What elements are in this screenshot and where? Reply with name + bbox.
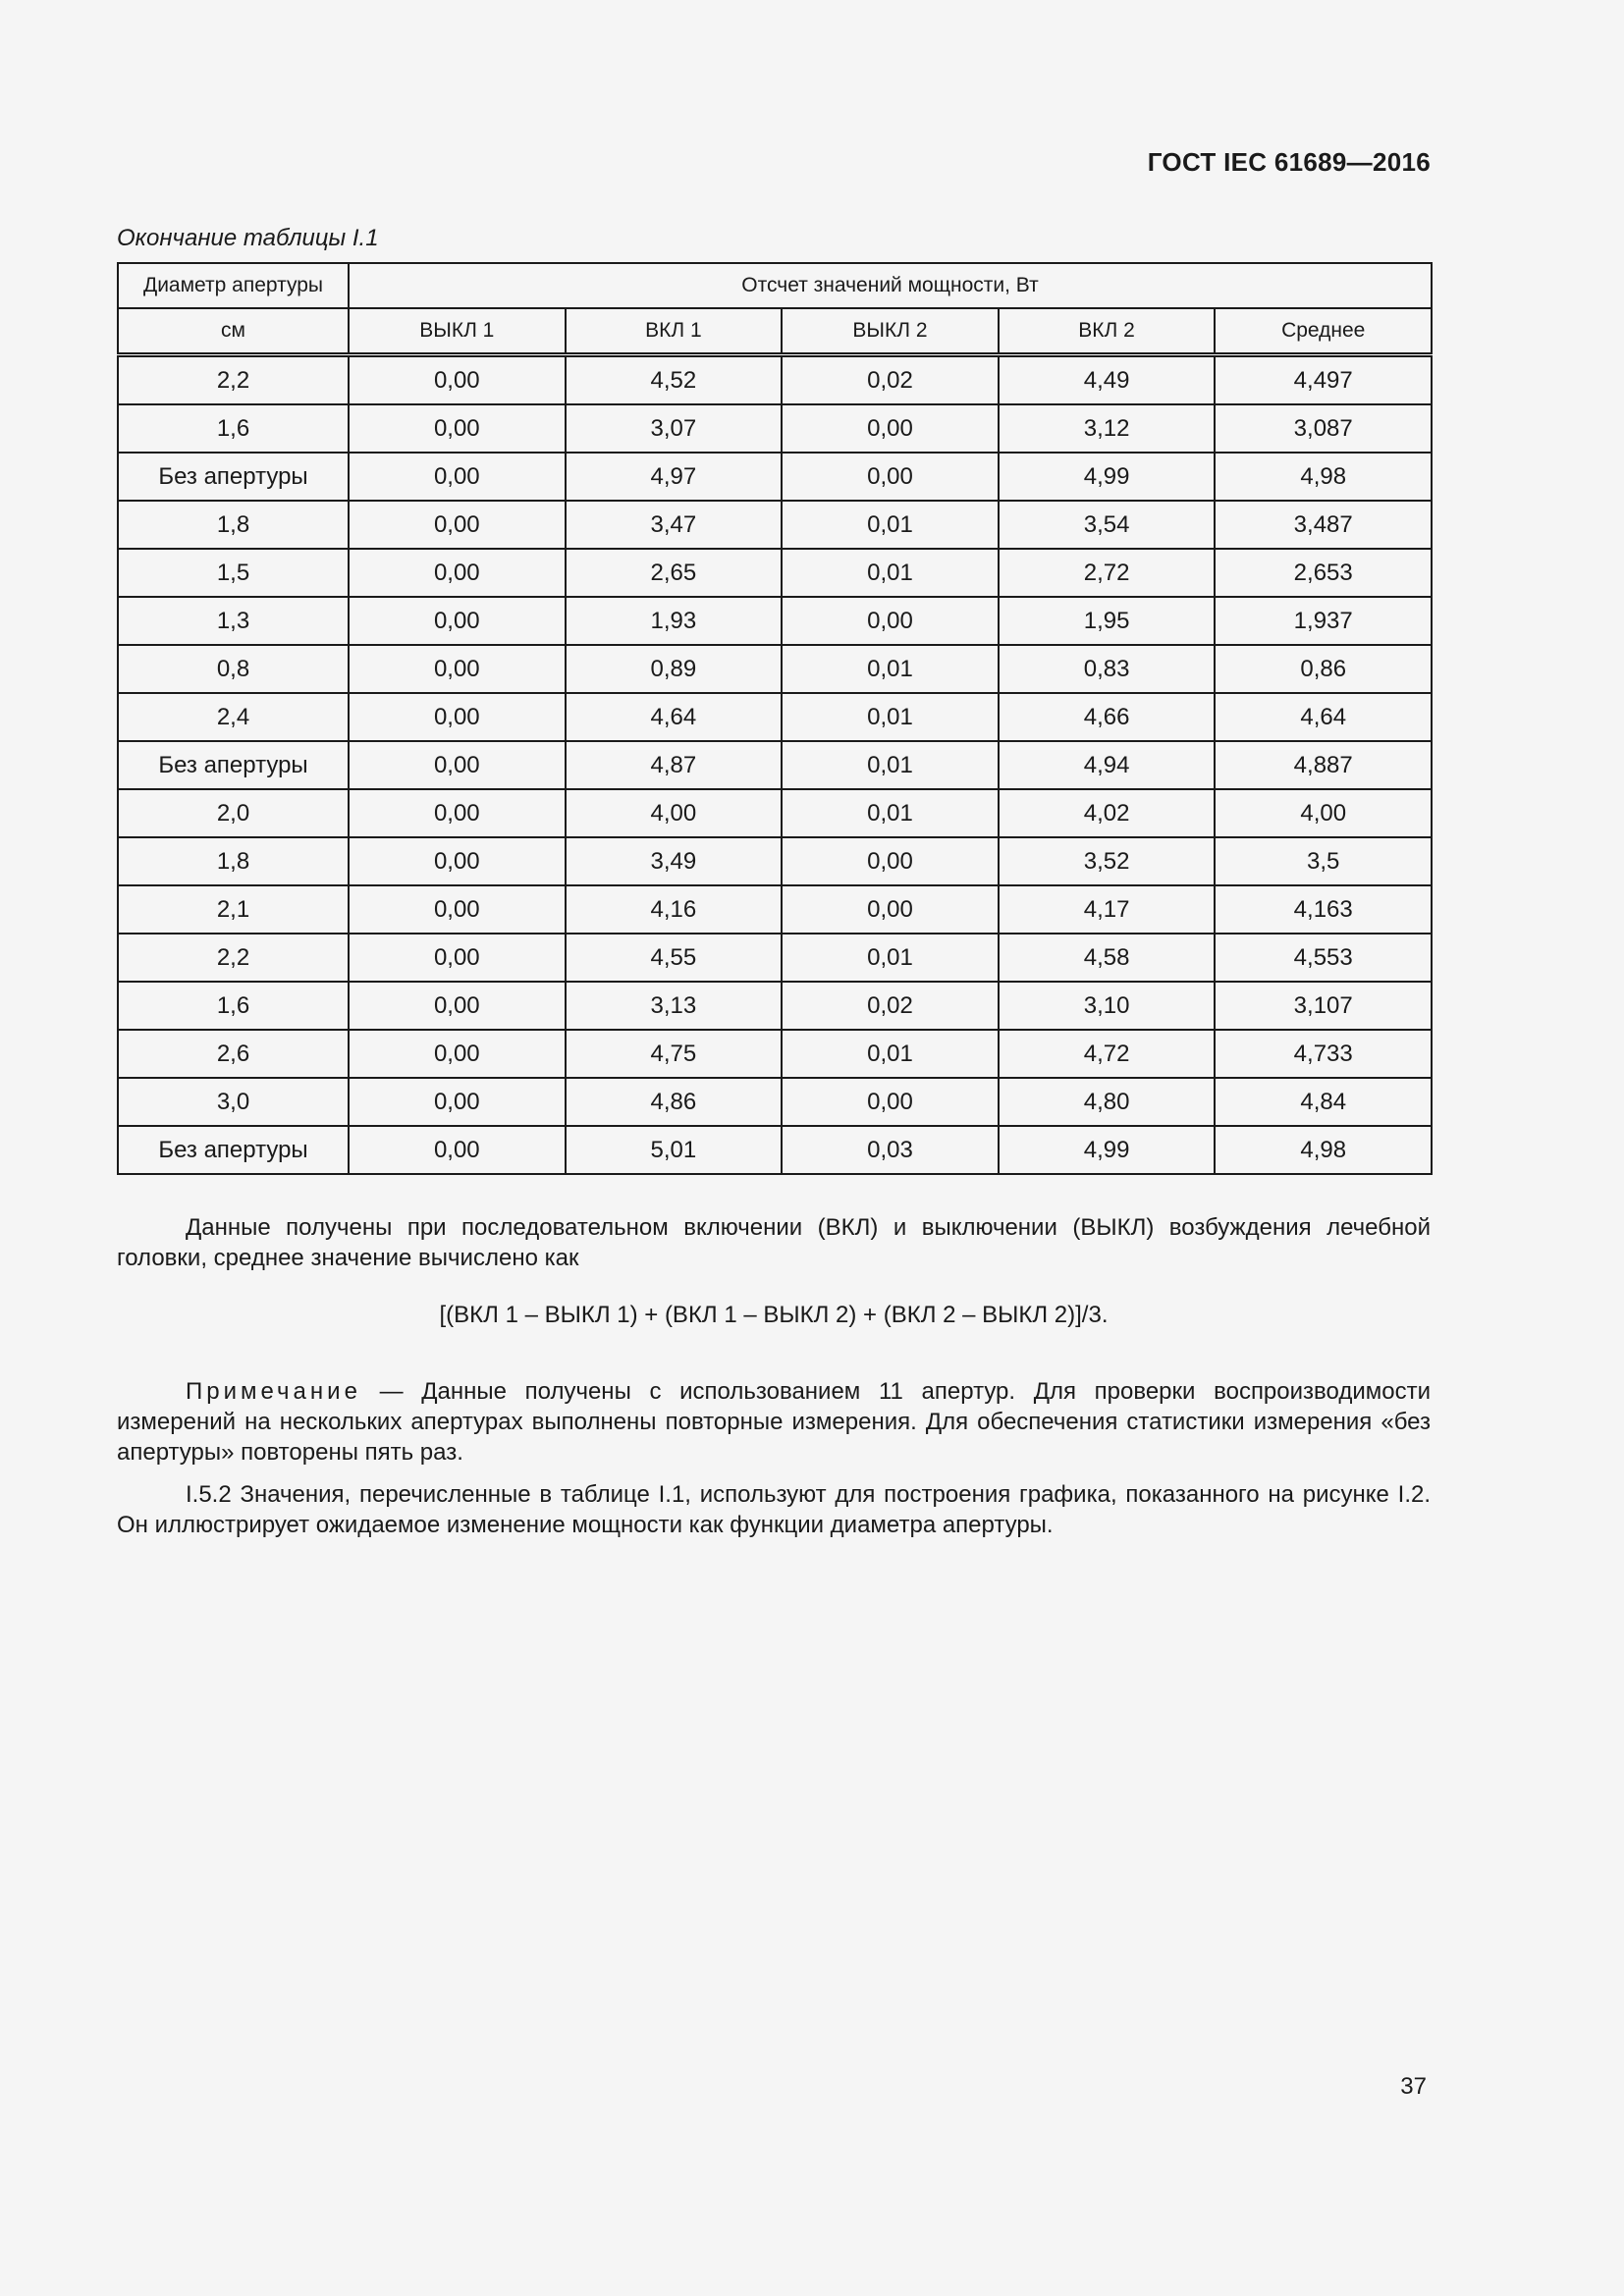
table-row — [118, 355, 1432, 405]
table-cell: 2,2 — [118, 934, 349, 982]
column-header-off1: ВЫКЛ 1 — [349, 308, 566, 355]
table-cell: 1,3 — [118, 597, 349, 645]
table-row — [118, 1030, 1432, 1078]
table-cell: 0,83 — [999, 645, 1216, 693]
table-cell: 0,00 — [349, 645, 566, 693]
table-cell: 0,00 — [349, 355, 566, 405]
table-cell: 4,99 — [999, 453, 1216, 501]
table-row — [118, 982, 1432, 1030]
table-cell: 4,64 — [1215, 693, 1432, 741]
table-header-row — [118, 263, 1432, 308]
table-cell: 1,95 — [999, 597, 1216, 645]
table-cell: 4,733 — [1215, 1030, 1432, 1078]
paragraph-data-description — [117, 1212, 1431, 1273]
table-cell: 4,98 — [1215, 1126, 1432, 1174]
power-readings-table — [117, 262, 1433, 1175]
table-cell: 2,4 — [118, 693, 349, 741]
table-cell: 0,01 — [782, 645, 999, 693]
table-cell: 1,5 — [118, 549, 349, 597]
table-cell: 4,52 — [566, 355, 783, 405]
table-cell: 4,99 — [999, 1126, 1216, 1174]
note-label: Примечание — [186, 1378, 361, 1405]
table-row — [118, 501, 1432, 549]
table-cell: 0,00 — [349, 693, 566, 741]
table-cell: 2,6 — [118, 1030, 349, 1078]
table-cell: 4,49 — [999, 355, 1216, 405]
table-cell: 4,66 — [999, 693, 1216, 741]
table-cell: 4,497 — [1215, 355, 1432, 405]
table-cell: 4,86 — [566, 1078, 783, 1126]
table-cell: 0,00 — [349, 934, 566, 982]
note-paragraph — [117, 1376, 1431, 1468]
table-row — [118, 645, 1432, 693]
table-cell: 0,00 — [349, 982, 566, 1030]
table-cell: 1,6 — [118, 404, 349, 453]
table-row — [118, 597, 1432, 645]
standard-designation: ГОСТ IEC 61689—2016 — [1147, 147, 1431, 177]
table-cell: 1,937 — [1215, 597, 1432, 645]
table-cell: 0,00 — [349, 549, 566, 597]
table-cell: 0,00 — [782, 837, 999, 885]
table-cell: 4,94 — [999, 741, 1216, 789]
table-cell: 0,00 — [349, 1030, 566, 1078]
table-row — [118, 693, 1432, 741]
table-cell: 3,107 — [1215, 982, 1432, 1030]
table-cell: Без апертуры — [118, 453, 349, 501]
table-cell: 3,54 — [999, 501, 1216, 549]
table-cell: 0,00 — [349, 404, 566, 453]
table-cell: 4,553 — [1215, 934, 1432, 982]
paragraph-text: Данные получены при последовательном включении (ВКЛ) и выключении (ВЫКЛ) возбуждения лечебной головки, среднее значение вычислено как — [117, 1214, 1431, 1271]
table-cell: 3,12 — [999, 404, 1216, 453]
table-cell: 0,89 — [566, 645, 783, 693]
table-cell: 0,00 — [349, 837, 566, 885]
table-cell: 0,00 — [349, 597, 566, 645]
table-row — [118, 404, 1432, 453]
table-cell: 4,58 — [999, 934, 1216, 982]
table-cell: 1,93 — [566, 597, 783, 645]
table-cell: 0,00 — [782, 1078, 999, 1126]
table-cell: 0,00 — [782, 597, 999, 645]
table-cell: 0,00 — [349, 789, 566, 837]
table-row — [118, 1126, 1432, 1174]
formula: [(ВКЛ 1 – ВЫКЛ 1) + (ВКЛ 1 – ВЫКЛ 2) + (ВКЛ 2 – ВЫКЛ 2)]/3. — [439, 1302, 1109, 1328]
table-row — [118, 453, 1432, 501]
page-number: 37 — [1400, 2073, 1427, 2100]
table-cell: 4,16 — [566, 885, 783, 934]
table-body — [118, 355, 1432, 1175]
table-cell: 4,97 — [566, 453, 783, 501]
table-cell: 0,00 — [782, 885, 999, 934]
table-cell: 2,653 — [1215, 549, 1432, 597]
table-cell: 2,0 — [118, 789, 349, 837]
table-cell: 0,00 — [349, 1126, 566, 1174]
table-cell: Без апертуры — [118, 1126, 349, 1174]
table-cell: 0,01 — [782, 741, 999, 789]
table-cell: 2,2 — [118, 355, 349, 405]
table-row — [118, 549, 1432, 597]
table-cell: 0,01 — [782, 501, 999, 549]
table-cell: 4,80 — [999, 1078, 1216, 1126]
table-cell: 3,0 — [118, 1078, 349, 1126]
table-cell: 0,8 — [118, 645, 349, 693]
table-cell: 4,163 — [1215, 885, 1432, 934]
table-cell: 0,00 — [349, 741, 566, 789]
column-group-header: Отсчет значений мощности, Вт — [349, 263, 1432, 308]
paragraph-section-i-5-2 — [117, 1479, 1431, 1540]
table-cell: 3,47 — [566, 501, 783, 549]
table-cell: 4,00 — [1215, 789, 1432, 837]
table-cell: 2,1 — [118, 885, 349, 934]
table-caption: Окончание таблицы I.1 — [117, 225, 379, 251]
table-cell: 0,01 — [782, 934, 999, 982]
table-cell: 4,84 — [1215, 1078, 1432, 1126]
table-cell: 4,887 — [1215, 741, 1432, 789]
table-cell: 0,00 — [349, 453, 566, 501]
column-header-off2: ВЫКЛ 2 — [782, 308, 999, 355]
table-cell: 4,75 — [566, 1030, 783, 1078]
paragraph-text: I.5.2 Значения, перечисленные в таблице I.1, используют для построения графика, показанного на рисунке I.2. Он иллюстрирует ожидаемое изменение мощности как функции диаметра апертуры. — [117, 1481, 1431, 1538]
table-cell: 4,87 — [566, 741, 783, 789]
table-cell: 0,00 — [349, 501, 566, 549]
table-cell: 0,01 — [782, 789, 999, 837]
note-text: — Данные получены с использованием 11 апертур. Для проверки воспроизводимости измерений на нескольких апертурах выполнены повторные измерения. Для обеспечения статистики измерения «без апертуры» повторены пять раз. — [117, 1378, 1431, 1466]
table-cell: 4,98 — [1215, 453, 1432, 501]
table-row — [118, 789, 1432, 837]
table-cell: 4,72 — [999, 1030, 1216, 1078]
table-cell: 3,087 — [1215, 404, 1432, 453]
table-row — [118, 885, 1432, 934]
column-header-unit: см — [118, 308, 349, 355]
table-cell: 4,55 — [566, 934, 783, 982]
table-cell: 1,8 — [118, 501, 349, 549]
table-cell: 4,64 — [566, 693, 783, 741]
table-cell: 0,03 — [782, 1126, 999, 1174]
table-cell: 4,17 — [999, 885, 1216, 934]
table-cell: 3,487 — [1215, 501, 1432, 549]
table-cell: 1,6 — [118, 982, 349, 1030]
column-header-on1: ВКЛ 1 — [566, 308, 783, 355]
column-header-average: Среднее — [1215, 308, 1432, 355]
table-cell: 0,01 — [782, 1030, 999, 1078]
table-cell: 3,49 — [566, 837, 783, 885]
table-row — [118, 1078, 1432, 1126]
table-cell: 2,65 — [566, 549, 783, 597]
column-header-on2: ВКЛ 2 — [999, 308, 1216, 355]
column-header-aperture: Диаметр апертуры — [118, 263, 349, 308]
table-row — [118, 934, 1432, 982]
table-row — [118, 837, 1432, 885]
table-cell: 0,00 — [349, 885, 566, 934]
table-cell: 3,13 — [566, 982, 783, 1030]
table-cell: 4,02 — [999, 789, 1216, 837]
table-cell: 3,10 — [999, 982, 1216, 1030]
table-cell: 1,8 — [118, 837, 349, 885]
table-cell: Без апертуры — [118, 741, 349, 789]
table-cell: 4,00 — [566, 789, 783, 837]
table-cell: 0,00 — [349, 1078, 566, 1126]
table-cell: 0,02 — [782, 982, 999, 1030]
table-cell: 0,86 — [1215, 645, 1432, 693]
table-subheader-row — [118, 308, 1432, 355]
table-cell: 3,07 — [566, 404, 783, 453]
table-cell: 0,00 — [782, 453, 999, 501]
table-cell: 5,01 — [566, 1126, 783, 1174]
table-cell: 3,5 — [1215, 837, 1432, 885]
table-cell: 0,02 — [782, 355, 999, 405]
table-cell: 0,01 — [782, 693, 999, 741]
table-cell: 3,52 — [999, 837, 1216, 885]
table-cell: 0,00 — [782, 404, 999, 453]
table-cell: 0,01 — [782, 549, 999, 597]
table-cell: 2,72 — [999, 549, 1216, 597]
table-row — [118, 741, 1432, 789]
